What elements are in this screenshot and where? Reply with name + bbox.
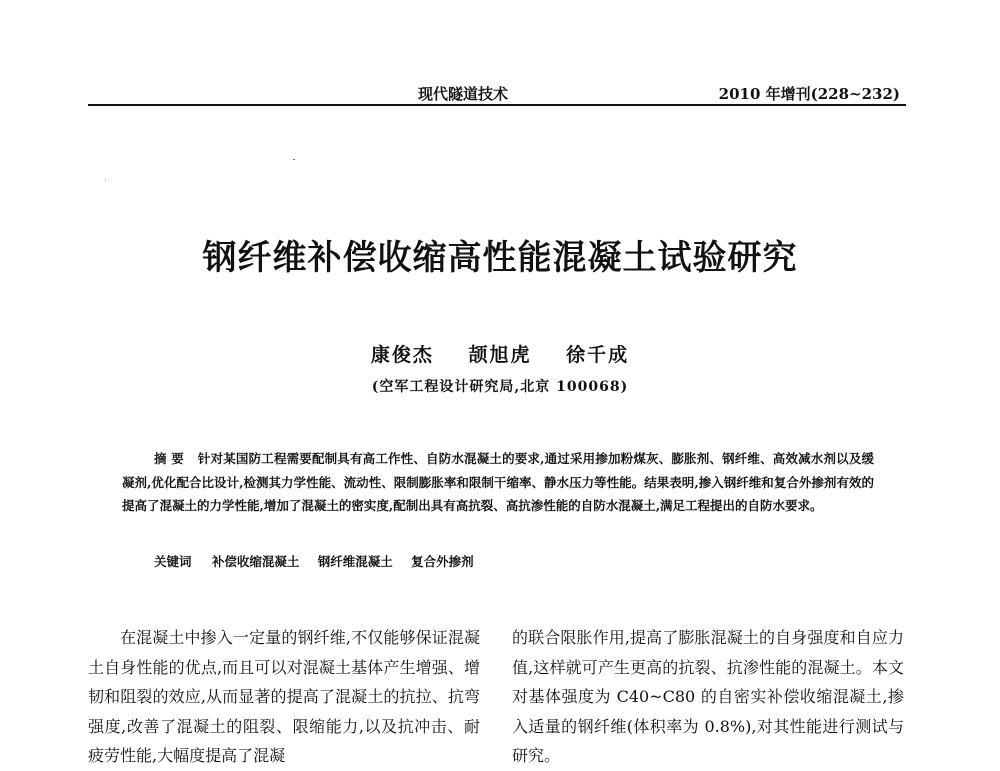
- affiliation: (空军工程设计研究局,北京 100068): [371, 379, 629, 395]
- paper-title: 钢纤维补偿收缩高性能混凝土试验研究: [202, 238, 798, 278]
- abstract-text: 针对某国防工程需要配制具有高工作性、自防水混凝土的要求,通过采用掺加粉煤灰、膨胀剂、钢纤维、高效减水剂以及缓凝剂,优化配合比设计,检测其力学性能、流动性、限制膨胀率和限制干缩率、静水压力等性能。结果表明,掺入钢纤维和复合外掺剂有效的提高了混凝土的力学性能,增加了混凝土的密实度,配制出具有高抗裂、高抗渗性能的自防水混凝土,满足工程提出的自防水要求。: [122, 451, 875, 513]
- keyword: 补偿收缩混凝土: [211, 554, 300, 569]
- author-name: 徐千成: [566, 344, 630, 366]
- author-name: 颉旭虎: [468, 344, 532, 366]
- abstract: [122, 447, 874, 518]
- keywords: [154, 552, 854, 570]
- scan-speck: [293, 159, 295, 160]
- keyword: 钢纤维混凝土: [317, 554, 393, 569]
- body-column-right: 的联合限胀作用,提高了膨胀混凝土的自身强度和自应力值,这样就可产生更高的抗裂、抗渗性能的混凝土。本文对基体强度为 C40~C80 的自密实补偿收缩混凝土,掺入适量的钢纤维(体积率为 0.8%),对其性能进行测试与研究。: [512, 628, 904, 765]
- keywords-label: 关键词: [154, 554, 192, 569]
- author-name: 康俊杰: [370, 344, 434, 366]
- journal-name: 现代隧道技术: [418, 85, 509, 103]
- scan-speck: [105, 180, 106, 181]
- issue-info: 2010 年增刊(228~232): [718, 85, 900, 103]
- body-column-left: 在混凝土中掺入一定量的钢纤维,不仅能够保证混凝土自身性能的优点,而且可以对混凝土基体产生增强、增韧和阻裂的效应,从而显著的提高了混凝土的抗拉、抗弯强度,改善了混凝土的阻裂、限缩能力,以及抗冲击、耐疲劳性能,大幅度提高了混凝: [88, 628, 480, 765]
- abstract-label: 摘 要: [154, 451, 184, 466]
- running-header: [88, 78, 906, 106]
- author-list: [0, 340, 1000, 367]
- keyword: 复合外掺剂: [411, 554, 474, 569]
